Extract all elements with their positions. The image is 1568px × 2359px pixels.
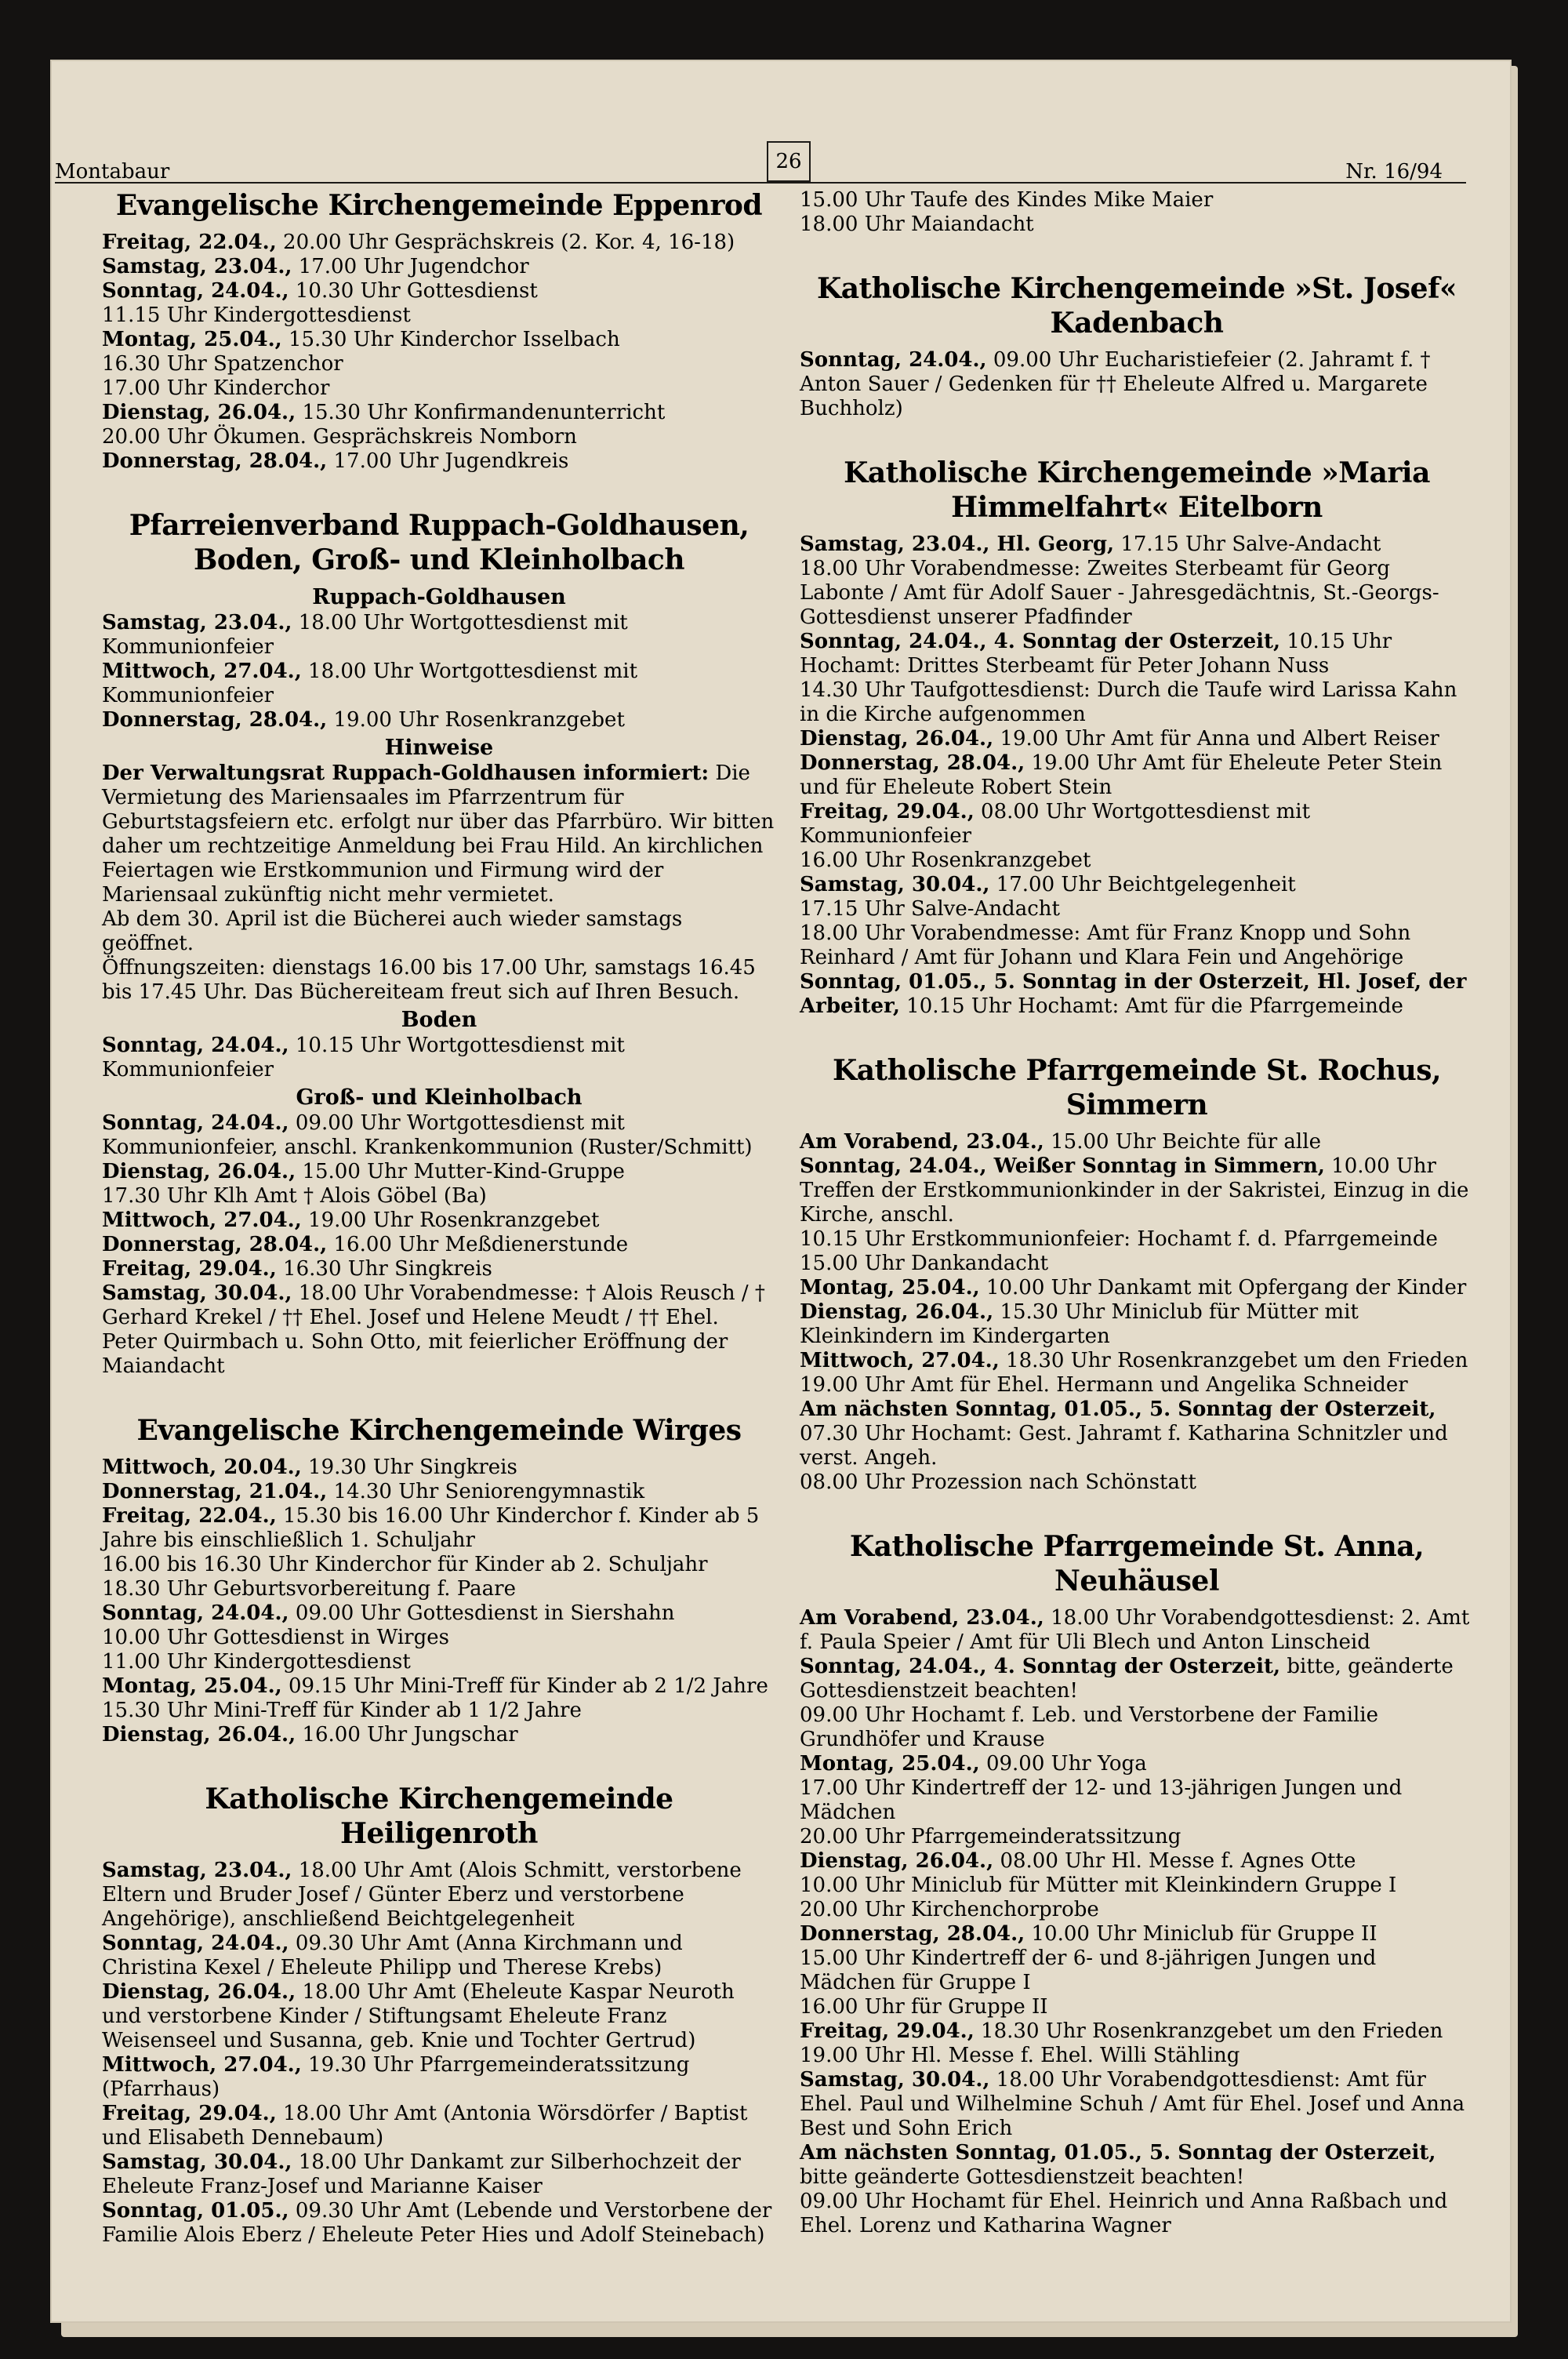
- schedule-entry: [800, 849, 1474, 873]
- entry-date: Samstag, 30.04.,: [800, 873, 990, 896]
- schedule-entry: [800, 188, 1474, 213]
- entry-date: Montag, 25.04.,: [800, 1276, 980, 1299]
- entry-text: 09.00 Uhr Yoga: [985, 1752, 1147, 1776]
- entry-date: Donnerstag, 21.04.,: [102, 1480, 328, 1503]
- entry-date: Samstag, 23.04.,: [102, 611, 292, 634]
- entry-text: 10.00 Uhr Gottesdienst in Wirges: [102, 1626, 449, 1649]
- entry-date: Sonntag, 24.04.,: [102, 1932, 289, 1955]
- section-heading: Evangelische Kirchengemeinde Wirges: [136, 1414, 742, 1447]
- schedule-entry: [102, 708, 776, 732]
- entry-date: Freitag, 22.04.,: [102, 1504, 277, 1528]
- entry-text: 19.00 Uhr Hl. Messe f. Ehel. Willi Stähling: [800, 2044, 1240, 2067]
- entry-text: 18.00 Uhr Amt (Eheleute Kaspar Neuroth und verstorbene Kinder / Stiftungsamt Eheleute Franz Weisenseel und Susanna, geb. Knie und Tochter Gertrud): [102, 1980, 735, 2052]
- entry-text: 10.00 Uhr Miniclub für Gruppe II: [1031, 1922, 1377, 1946]
- entry-date: Samstag, 23.04.,: [102, 1859, 292, 1882]
- schedule-entry: [800, 1655, 1474, 1703]
- schedule-entry: [102, 1699, 776, 1723]
- parish-section: [102, 1782, 776, 2248]
- entry-date: Freitag, 22.04.,: [102, 231, 277, 254]
- parish-section: [800, 271, 1474, 421]
- entry-text: 16.00 Uhr Jungschar: [302, 1723, 518, 1747]
- entry-text: 17.00 Uhr Kinderchor: [102, 376, 330, 400]
- entry-date: Mittwoch, 27.04.,: [800, 1349, 1000, 1372]
- entry-text: 09.30 Uhr Amt (Anna Kirchmann und Christina Kexel / Eheleute Philipp und Therese Krebs): [102, 1932, 683, 1979]
- entry-text: 15.00 Uhr Taufe des Kindes Mike Maier: [800, 188, 1214, 212]
- entry-text: 18.30 Uhr Geburtsvorbereitung f. Paare: [102, 1577, 516, 1601]
- schedule-entry: [102, 1626, 776, 1650]
- entry-date: Donnerstag, 28.04.,: [102, 1233, 328, 1256]
- entry-text: Die Vermietung des Mariensaales im Pfarrzentrum für Geburtstagsfeiern etc. erfolgt nur über das Pfarrbüro. Wir bitten daher um rechtzeitige Anmeldung bei Frau Hild. An kirchlichen Feiertagen wie Erstkommunion und Firmung wird der Mariensaal zukünftig nicht mehr vermietet.: [102, 761, 775, 907]
- schedule-entry: [102, 660, 776, 708]
- page-header: [55, 93, 1466, 184]
- parish-section: [800, 1529, 1474, 2238]
- schedule-entry: [800, 2141, 1474, 2190]
- schedule-entry: [800, 1606, 1474, 1655]
- schedule-entry: [800, 751, 1474, 800]
- schedule-entry: [800, 1946, 1474, 1995]
- schedule-entry: [800, 1300, 1474, 1349]
- header-town: Montabaur: [55, 160, 170, 184]
- entry-text: bitte, geänderte Gottesdienstzeit beachten!: [800, 1655, 1454, 1703]
- entry-date: Dienstag, 26.04.,: [800, 1849, 994, 1873]
- entry-text: 18.00 Uhr Wortgottesdienst mit Kommunionfeier: [102, 611, 628, 659]
- entry-text: 15.00 Uhr Dankandacht: [800, 1252, 1049, 1275]
- entry-text: 19.30 Uhr Pfarrgemeinderatssitzung (Pfarrhaus): [102, 2053, 690, 2101]
- entry-text: 09.00 Uhr Hochamt f. Leb. und Verstorbene der Familie Grundhöfer und Krause: [800, 1703, 1378, 1751]
- entry-date: Dienstag, 26.04.,: [102, 1160, 296, 1183]
- schedule-entry: [102, 231, 776, 255]
- section-heading: Katholische Kirchengemeinde »St. Josef« Kadenbach: [816, 272, 1457, 340]
- entry-text: 17.00 Uhr Jugendkreis: [333, 449, 569, 473]
- schedule-entry: [102, 1601, 776, 1626]
- entry-text: 15.30 bis 16.00 Uhr Kinderchor f. Kinder ab 5 Jahre bis einschließlich 1. Schuljahr: [102, 1504, 760, 1552]
- entry-text: 18.00 Uhr Dankamt zur Silberhochzeit der Eheleute Franz-Josef und Marianne Kaiser: [102, 2150, 741, 2198]
- schedule-entry: [800, 213, 1474, 237]
- entry-text: 18.00 Uhr Vorabendmesse: Zweites Sterbeamt für Georg Labonte / Amt für Adolf Sauer - Jahresgedächtnis, St.-Georgs-Gottesdienst unserer Pfadfinder: [800, 557, 1439, 629]
- entry-date: Mittwoch, 27.04.,: [102, 660, 302, 683]
- entry-text: 10.15 Uhr Wortgottesdienst mit Kommunionfeier: [102, 1034, 625, 1081]
- entry-text: 16.30 Uhr Singkreis: [283, 1257, 492, 1281]
- entry-text: 10.00 Uhr Treffen der Erstkommunionkinder in der Sakristei, Einzug in die Kirche, anschl.: [800, 1154, 1469, 1227]
- schedule-entry: [102, 2150, 776, 2199]
- entry-text: 18.00 Uhr Vorabendgottesdienst: 2. Amt f. Paula Speier / Amt für Uli Blech und Anton Linscheid: [800, 1606, 1470, 1654]
- entry-text: 19.00 Uhr Amt für Eheleute Peter Stein und für Eheleute Robert Stein: [800, 751, 1443, 799]
- schedule-entry: [102, 2053, 776, 2102]
- schedule-entry: [102, 1723, 776, 1747]
- schedule-entry: [102, 1553, 776, 1577]
- section-heading: Katholische Pfarrgemeinde St. Rochus, Simmern: [832, 1054, 1442, 1121]
- schedule-entry: [800, 1995, 1474, 2019]
- entry-text: 15.30 Uhr Kinderchor Isselbach: [288, 328, 620, 351]
- section-heading: Katholische Kirchengemeinde Heiligenroth: [205, 1783, 673, 1850]
- entry-text: 09.00 Uhr Gottesdienst in Siershahn: [295, 1601, 675, 1625]
- entry-text: 14.30 Uhr Taufgottesdienst: Durch die Taufe wird Larissa Kahn in die Kirche aufgenommen: [800, 678, 1457, 726]
- schedule-entry: [102, 1034, 776, 1082]
- schedule-entry: [102, 401, 776, 425]
- entry-text: 19.00 Uhr Rosenkranzgebet: [333, 708, 625, 732]
- subsection-heading: Ruppach-Goldhausen: [312, 585, 566, 609]
- schedule-entry: [102, 1456, 776, 1480]
- entry-text: 18.00 Uhr Vorabendmesse: † Alois Reusch / † Gerhard Krekel / †† Ehel. Josef und Helene Meudt / †† Ehel. Peter Quirmbach u. Sohn Otto, mit feierlicher Eröffnung der Maiandacht: [102, 1281, 765, 1378]
- entry-text: 18.00 Uhr Maiandacht: [800, 213, 1034, 236]
- entry-text: 20.00 Uhr Kirchenchorprobe: [800, 1898, 1099, 1921]
- entry-date: Donnerstag, 28.04.,: [800, 1922, 1025, 1946]
- schedule-entry: [102, 1980, 776, 2053]
- entry-text: 15.30 Uhr Miniclub für Mütter mit Kleinkindern im Kindergarten: [800, 1300, 1359, 1348]
- entry-date: Samstag, 23.04., Hl. Georg,: [800, 533, 1115, 556]
- page-number-box: 26: [767, 141, 811, 182]
- schedule-entry: [800, 533, 1474, 557]
- entry-text: 15.00 Uhr Beichte für alle: [1051, 1130, 1321, 1154]
- schedule-entry: [800, 348, 1474, 421]
- entry-text: 15.30 Uhr Konfirmandenunterricht: [302, 401, 666, 424]
- entry-text: 18.00 Uhr Amt (Alois Schmitt, verstorbene Eltern und Bruder Josef / Günter Eberz und verstorbene Angehörige), anschließend Beichtgelegenheit: [102, 1859, 742, 1931]
- entry-text: 08.00 Uhr Prozession nach Schönstatt: [800, 1470, 1196, 1494]
- entry-text: 17.00 Uhr Jugendchor: [298, 255, 529, 278]
- entry-text: 16.00 Uhr Meßdienerstunde: [333, 1233, 629, 1256]
- entry-text: 16.00 Uhr Rosenkranzgebet: [800, 849, 1091, 872]
- entry-date: Der Verwaltungsrat Ruppach-Goldhausen informiert:: [102, 761, 710, 785]
- entry-text: 18.00 Uhr Vorabendmesse: Amt für Franz Knopp und Sohn Reinhard / Amt für Johann und Klara Fein und Angehörige: [800, 921, 1411, 969]
- schedule-entry: [102, 1257, 776, 1281]
- section-heading: Pfarreienverband Ruppach-Goldhausen, Boden, Groß- und Kleinholbach: [129, 509, 750, 576]
- schedule-entry: [800, 1398, 1474, 1470]
- schedule-entry: [800, 800, 1474, 849]
- entry-text: 09.00 Uhr Wortgottesdienst mit Kommunionfeier, anschl. Krankenkommunion (Ruster/Schmitt): [102, 1111, 753, 1159]
- section-heading: Katholische Kirchengemeinde »Maria Himmelfahrt« Eitelborn: [844, 456, 1430, 524]
- entry-text: 10.15 Uhr Hochamt: Drittes Sterbeamt für Peter Johann Nuss: [800, 630, 1392, 678]
- entry-date: Freitag, 29.04.,: [102, 2102, 277, 2125]
- subsection-heading: Hinweise: [384, 736, 494, 760]
- entry-date: Dienstag, 26.04.,: [800, 727, 994, 751]
- entry-text: 18.30 Uhr Rosenkranzgebet um den Frieden: [1006, 1349, 1468, 1372]
- entry-text: 07.30 Uhr Hochamt: Gest. Jahramt f. Katharina Schnitzler und verst. Angeh.: [800, 1422, 1448, 1470]
- schedule-entry: [800, 1752, 1474, 1776]
- entry-text: 10.00 Uhr Miniclub für Mütter mit Kleinkindern Gruppe I: [800, 1874, 1397, 1897]
- entry-date: Donnerstag, 28.04.,: [102, 708, 328, 732]
- entry-date: Donnerstag, 28.04.,: [102, 449, 328, 473]
- schedule-entry: [800, 2068, 1474, 2141]
- schedule-entry: [800, 1227, 1474, 1252]
- subsection-heading: Boden: [401, 1008, 477, 1032]
- schedule-entry: [102, 1674, 776, 1699]
- entry-text: 15.30 Uhr Mini-Treff für Kinder ab 1 1/2 Jahre: [102, 1699, 582, 1722]
- entry-date: Samstag, 30.04.,: [102, 1281, 292, 1305]
- entry-date: Samstag, 30.04.,: [102, 2150, 292, 2174]
- schedule-entry: [102, 449, 776, 474]
- entry-text: 17.30 Uhr Klh Amt † Alois Göbel (Ba): [102, 1184, 487, 1208]
- entry-date: Mittwoch, 27.04.,: [102, 1209, 302, 1232]
- entry-date: Sonntag, 24.04.,: [800, 348, 987, 372]
- schedule-entry: [800, 1922, 1474, 1946]
- entry-text: 08.00 Uhr Wortgottesdienst mit Kommunionfeier: [800, 800, 1311, 848]
- entry-date: Samstag, 30.04.,: [800, 2068, 990, 2092]
- schedule-entry: [800, 1470, 1474, 1495]
- entry-text: 10.00 Uhr Dankamt mit Opfergang der Kinder: [985, 1276, 1467, 1299]
- entry-text: Ab dem 30. April ist die Bücherei auch wieder samstags geöffnet.: [102, 907, 683, 955]
- entry-text: 16.00 Uhr für Gruppe II: [800, 1995, 1048, 2019]
- entry-text: 16.00 bis 16.30 Uhr Kinderchor für Kinder ab 2. Schuljahr: [102, 1553, 708, 1576]
- schedule-entry: [102, 1577, 776, 1601]
- parish-section: [800, 456, 1474, 1019]
- schedule-entry: [102, 1480, 776, 1504]
- schedule-entry: [800, 1276, 1474, 1300]
- schedule-entry: [102, 761, 776, 907]
- schedule-entry: [102, 2199, 776, 2248]
- schedule-entry: [800, 2190, 1474, 2238]
- entry-text: 19.00 Uhr Amt für Ehel. Hermann und Angelika Schneider: [800, 1373, 1408, 1397]
- schedule-entry: [800, 727, 1474, 751]
- entry-text: 20.00 Uhr Pfarrgemeinderatssitzung: [800, 1825, 1181, 1848]
- entry-date: Donnerstag, 28.04.,: [800, 751, 1025, 775]
- entry-text: 09.00 Uhr Hochamt für Ehel. Heinrich und Anna Raßbach und Ehel. Lorenz und Katharina Wagner: [800, 2190, 1448, 2237]
- entry-text: 17.00 Uhr Beichtgelegenheit: [996, 873, 1296, 896]
- entry-text: 10.15 Uhr Hochamt: Amt für die Pfarrgemeinde: [906, 994, 1403, 1018]
- schedule-entry: [800, 873, 1474, 897]
- entry-date: Dienstag, 26.04.,: [102, 1723, 296, 1747]
- entry-date: Am nächsten Sonntag, 01.05., 5. Sonntag der Osterzeit,: [800, 1398, 1436, 1421]
- parish-section: [800, 188, 1474, 237]
- schedule-entry: [102, 907, 776, 956]
- schedule-entry: [800, 1154, 1474, 1227]
- parish-section: [102, 188, 776, 474]
- right-column: [800, 188, 1474, 2273]
- schedule-entry: [102, 328, 776, 352]
- entry-text: 08.00 Uhr Hl. Messe f. Agnes Otte: [1000, 1849, 1356, 1873]
- entry-date: Sonntag, 24.04., 4. Sonntag der Osterzeit,: [800, 1655, 1281, 1678]
- schedule-entry: [102, 1932, 776, 1980]
- subsection-heading: Groß- und Kleinholbach: [296, 1085, 583, 1110]
- schedule-entry: [800, 630, 1474, 678]
- schedule-entry: [800, 2044, 1474, 2068]
- entry-date: Dienstag, 26.04.,: [800, 1300, 994, 1324]
- entry-date: Mittwoch, 27.04.,: [102, 2053, 302, 2077]
- section-heading: Evangelische Kirchengemeinde Eppenrod: [115, 189, 763, 222]
- schedule-entry: [800, 1874, 1474, 1898]
- entry-date: Am nächsten Sonntag, 01.05., 5. Sonntag der Osterzeit,: [800, 2141, 1436, 2165]
- entry-date: Freitag, 29.04.,: [800, 800, 975, 823]
- entry-text: 19.00 Uhr Amt für Anna und Albert Reiser: [1000, 727, 1439, 751]
- schedule-entry: [102, 1859, 776, 1932]
- entry-date: Dienstag, 26.04.,: [102, 401, 296, 424]
- schedule-entry: [800, 1349, 1474, 1373]
- entry-text: bitte geänderte Gottesdienstzeit beachten!: [800, 2165, 1245, 2189]
- entry-text: 18.00 Uhr Amt (Antonia Wörsdörfer / Baptist und Elisabeth Dennebaum): [102, 2102, 748, 2150]
- parish-section: [102, 508, 776, 1379]
- schedule-entry: [800, 557, 1474, 630]
- entry-text: 20.00 Uhr Ökumen. Gesprächskreis Nomborn: [102, 425, 577, 449]
- entry-date: Freitag, 29.04.,: [800, 2019, 975, 2043]
- schedule-entry: [800, 1898, 1474, 1922]
- schedule-entry: [102, 956, 776, 1005]
- entry-date: Samstag, 23.04.,: [102, 255, 292, 278]
- schedule-entry: [102, 304, 776, 328]
- entry-date: Montag, 25.04.,: [102, 1674, 282, 1698]
- entry-date: Sonntag, 24.04., Weißer Sonntag in Simmern,: [800, 1154, 1325, 1178]
- entry-text: 09.00 Uhr Eucharistiefeier (2. Jahramt f. † Anton Sauer / Gedenken für †† Eheleute Alfred u. Margarete Buchholz): [800, 348, 1431, 420]
- left-column: [102, 188, 776, 2282]
- entry-text: 16.30 Uhr Spatzenchor: [102, 352, 343, 376]
- schedule-entry: [102, 1281, 776, 1379]
- schedule-entry: [800, 1703, 1474, 1752]
- schedule-entry: [800, 1252, 1474, 1276]
- entry-text: 18.00 Uhr Vorabendgottesdienst: Amt für Ehel. Paul und Wilhelmine Schuh / Amt für Ehel. Josef und Anna Best und Sohn Erich: [800, 2068, 1465, 2140]
- entry-text: 17.15 Uhr Salve-Andacht: [800, 897, 1060, 921]
- schedule-entry: [102, 1111, 776, 1160]
- entry-date: Sonntag, 24.04.,: [102, 1601, 289, 1625]
- entry-text: 09.15 Uhr Mini-Treff für Kinder ab 2 1/2 Jahre: [288, 1674, 768, 1698]
- entry-date: Mittwoch, 20.04.,: [102, 1456, 302, 1479]
- entry-date: Sonntag, 24.04.,: [102, 1111, 289, 1135]
- schedule-entry: [102, 611, 776, 660]
- schedule-entry: [102, 1504, 776, 1553]
- entry-text: 19.00 Uhr Rosenkranzgebet: [308, 1209, 600, 1232]
- schedule-entry: [800, 970, 1474, 1019]
- schedule-entry: [800, 1130, 1474, 1154]
- schedule-entry: [800, 1849, 1474, 1874]
- schedule-entry: [102, 425, 776, 449]
- entry-text: 15.00 Uhr Mutter-Kind-Gruppe: [302, 1160, 625, 1183]
- entry-date: Sonntag, 24.04.,: [102, 1034, 289, 1057]
- schedule-entry: [102, 279, 776, 304]
- schedule-entry: [800, 1373, 1474, 1398]
- entry-text: 11.15 Uhr Kindergottesdienst: [102, 304, 411, 327]
- schedule-entry: [102, 2102, 776, 2150]
- schedule-entry: [102, 1184, 776, 1209]
- entry-date: Dienstag, 26.04.,: [102, 1980, 296, 2004]
- schedule-entry: [800, 1825, 1474, 1849]
- entry-text: 18.30 Uhr Rosenkranzgebet um den Frieden: [981, 2019, 1443, 2043]
- schedule-entry: [102, 1209, 776, 1233]
- section-heading: Katholische Pfarrgemeinde St. Anna, Neuhäusel: [849, 1530, 1425, 1598]
- entry-date: Sonntag, 01.05., 5. Sonntag in der Osterzeit, Hl. Josef, der Arbeiter,: [800, 970, 1467, 1018]
- entry-text: 17.15 Uhr Salve-Andacht: [1120, 533, 1381, 556]
- issue-number: Nr. 16/94: [1345, 160, 1443, 184]
- schedule-entry: [102, 1650, 776, 1674]
- entry-date: Sonntag, 24.04., 4. Sonntag der Osterzeit,: [800, 630, 1281, 653]
- schedule-entry: [102, 1160, 776, 1184]
- schedule-entry: [800, 1776, 1474, 1825]
- entry-text: 11.00 Uhr Kindergottesdienst: [102, 1650, 411, 1674]
- entry-text: 09.30 Uhr Amt (Lebende und Verstorbene der Familie Alois Eberz / Eheleute Peter Hies und Adolf Steinebach): [102, 2199, 772, 2247]
- entry-text: 10.30 Uhr Gottesdienst: [295, 279, 538, 303]
- schedule-entry: [102, 1233, 776, 1257]
- entry-text: 18.00 Uhr Wortgottesdienst mit Kommunionfeier: [102, 660, 638, 707]
- schedule-entry: [102, 376, 776, 401]
- entry-date: Montag, 25.04.,: [800, 1752, 980, 1776]
- entry-text: 14.30 Uhr Seniorengymnastik: [333, 1480, 645, 1503]
- entry-date: Montag, 25.04.,: [102, 328, 282, 351]
- entry-date: Sonntag, 24.04.,: [102, 279, 289, 303]
- entry-date: Am Vorabend, 23.04.,: [800, 1606, 1044, 1630]
- entry-text: 15.00 Uhr Kindertreff der 6- und 8-jährigen Jungen und Mädchen für Gruppe I: [800, 1946, 1377, 1994]
- parish-section: [800, 1053, 1474, 1495]
- header-rule: [55, 182, 1466, 184]
- schedule-entry: [800, 897, 1474, 921]
- schedule-entry: [800, 2019, 1474, 2044]
- entry-text: 19.30 Uhr Singkreis: [308, 1456, 517, 1479]
- schedule-entry: [102, 352, 776, 376]
- entry-text: 20.00 Uhr Gesprächskreis (2. Kor. 4, 16-18): [283, 231, 735, 254]
- entry-text: 17.00 Uhr Kindertreff der 12- und 13-jährigen Jungen und Mädchen: [800, 1776, 1403, 1824]
- entry-text: Öffnungszeiten: dienstags 16.00 bis 17.00 Uhr, samstags 16.45 bis 17.45 Uhr. Das Büchereiteam freut sich auf Ihren Besuch.: [102, 956, 756, 1004]
- entry-date: Freitag, 29.04.,: [102, 1257, 277, 1281]
- parish-section: [102, 1413, 776, 1747]
- schedule-entry: [800, 678, 1474, 727]
- schedule-entry: [102, 255, 776, 279]
- entry-date: Am Vorabend, 23.04.,: [800, 1130, 1044, 1154]
- entry-date: Sonntag, 01.05.,: [102, 2199, 289, 2223]
- schedule-entry: [800, 921, 1474, 970]
- entry-text: 10.15 Uhr Erstkommunionfeier: Hochamt f. d. Pfarrgemeinde: [800, 1227, 1438, 1251]
